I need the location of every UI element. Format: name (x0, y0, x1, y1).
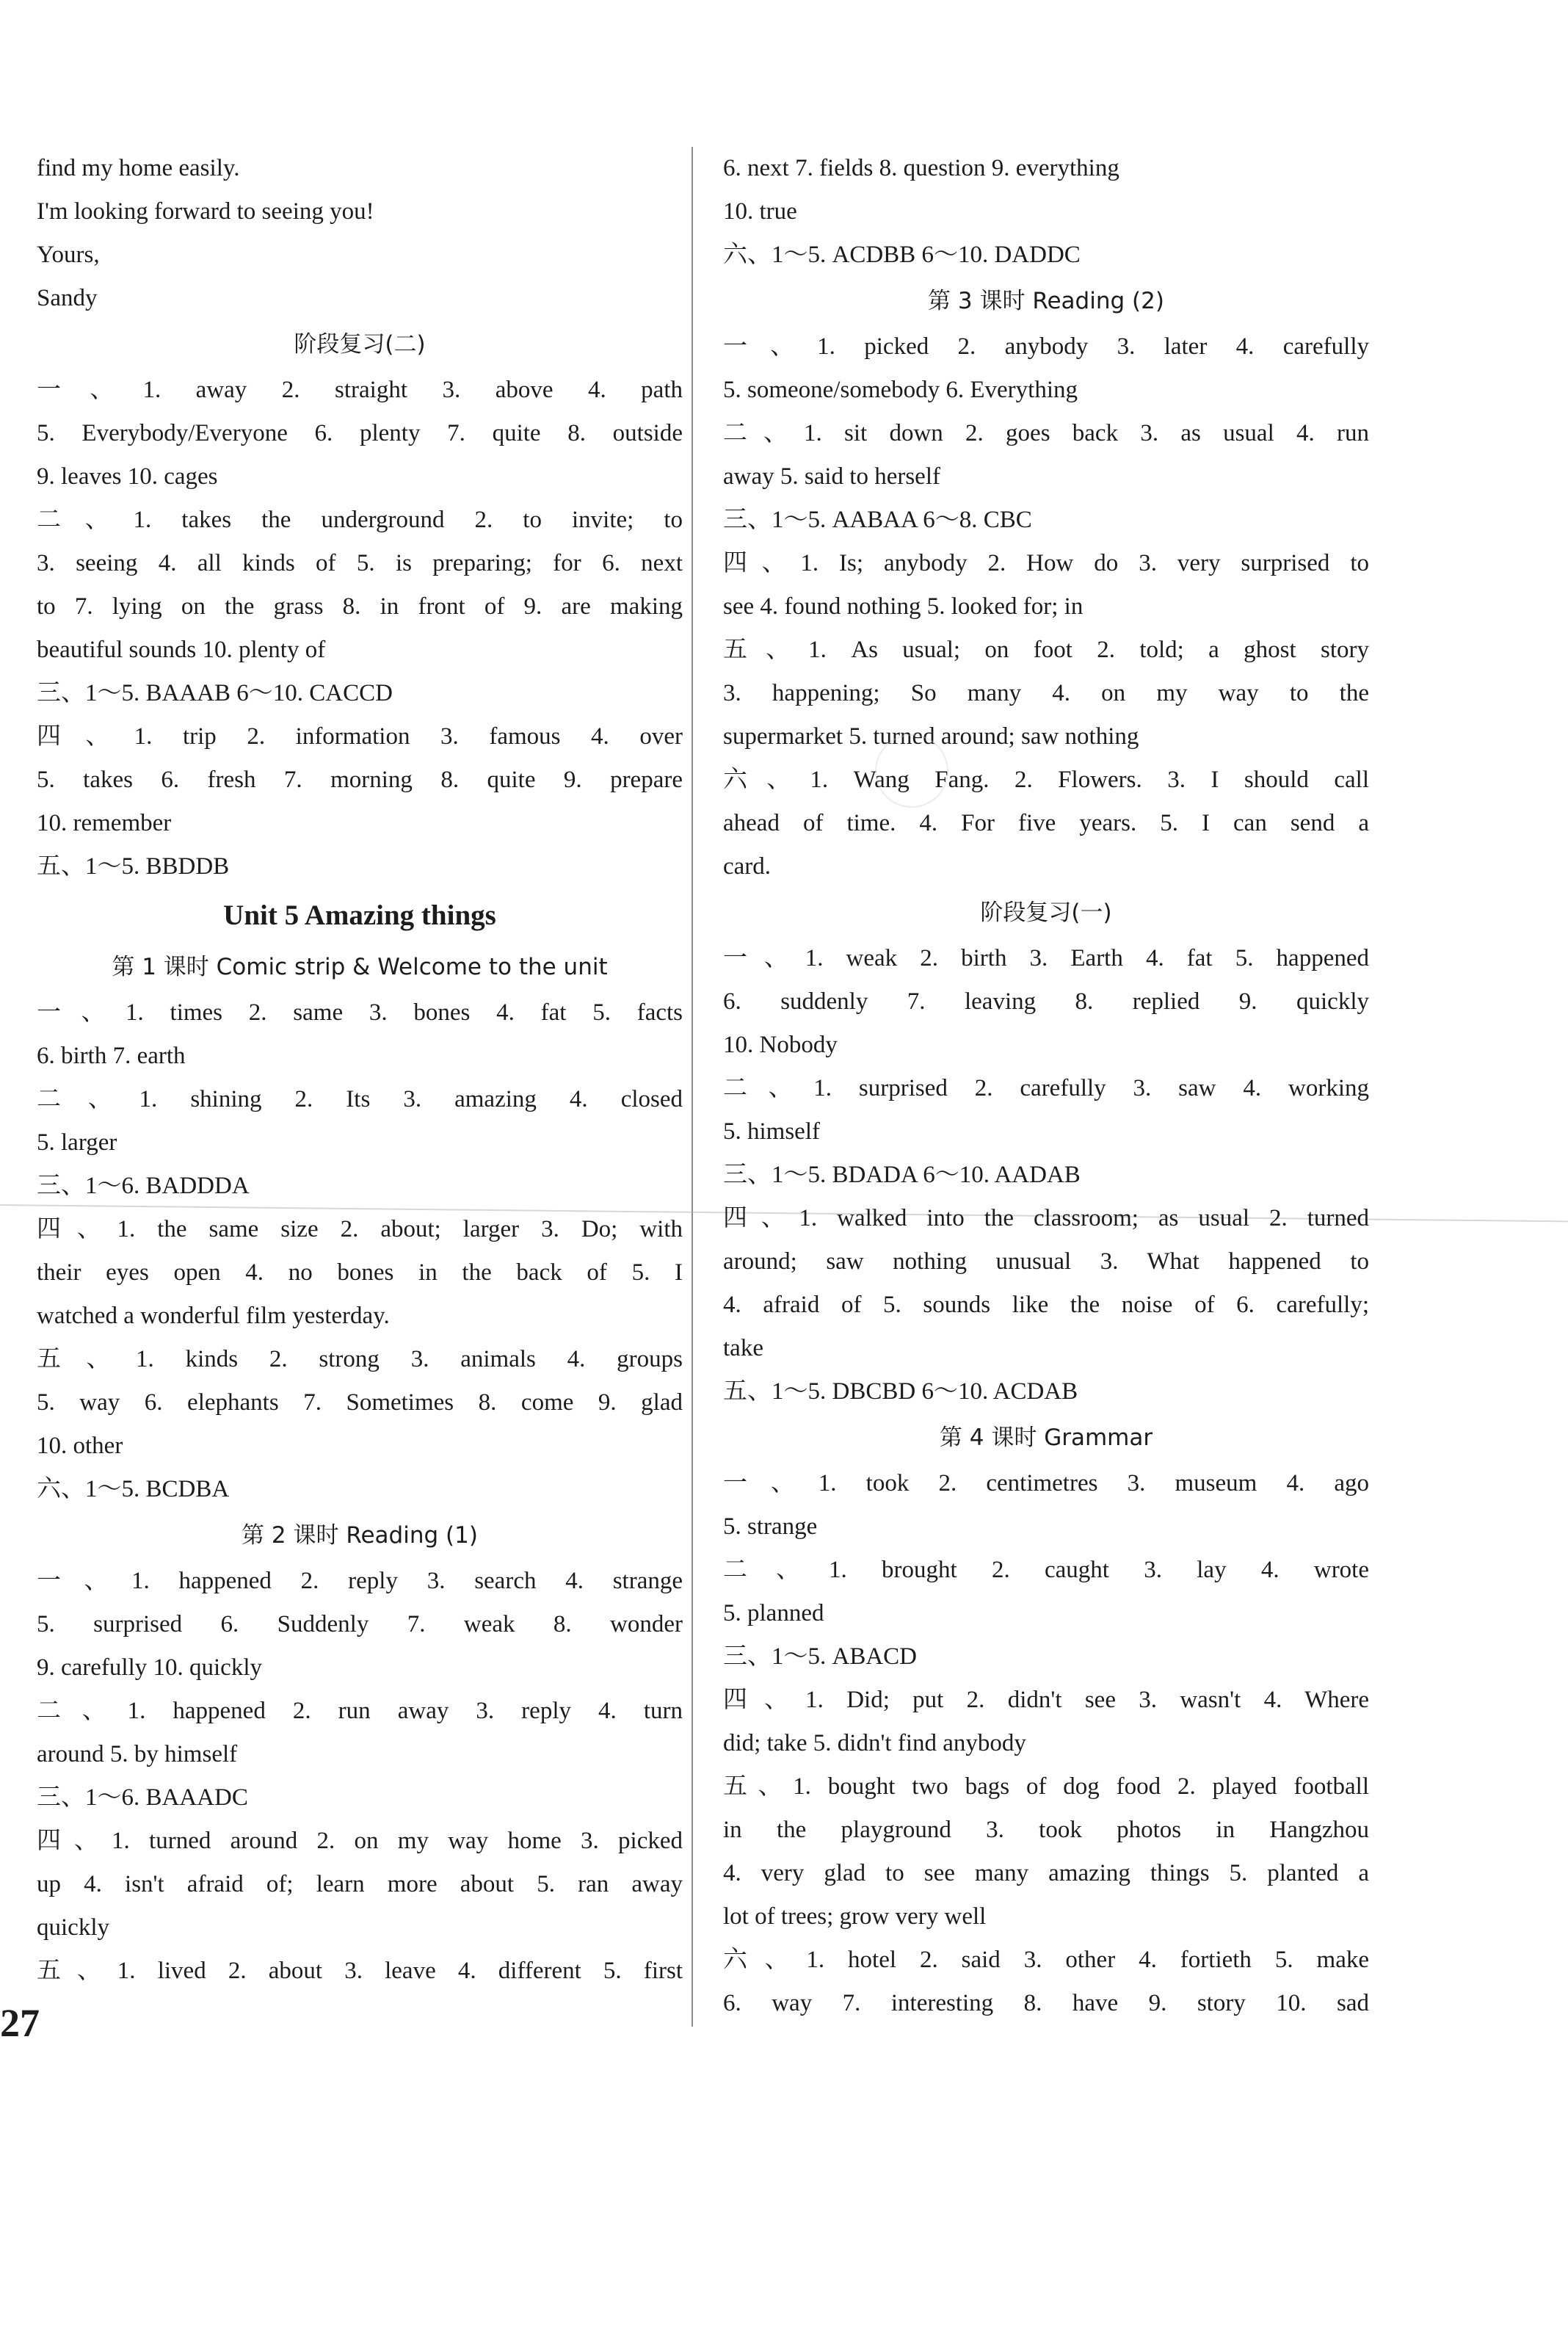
answer-line: 五、1～5. DBCBD 6～10. ACDAB (723, 1378, 1078, 1405)
answer-line: 5. Everybody/Everyone 6. plenty 7. quite 8. outside (37, 420, 683, 446)
answer-line: 一、1. happened 2. reply 3. search 4. strange (37, 1568, 683, 1594)
answer-line: to 7. lying on the grass 8. in front of 9. are making (37, 593, 683, 620)
answer-line: watched a wonderful film yesterday. (37, 1303, 390, 1329)
answer-line: Sandy (37, 285, 98, 311)
answer-line: 二、1. brought 2. caught 3. lay 4. wrote (723, 1557, 1369, 1583)
answer-line: 10. other (37, 1433, 123, 1459)
answer-line: 六、1～5. BCDBA (37, 1476, 230, 1502)
answer-line: I'm looking forward to seeing you! (37, 198, 374, 225)
answer-line: 6. next 7. fields 8. question 9. everything (723, 155, 1119, 181)
right-column (723, 147, 1369, 2025)
answer-line: 6. way 7. interesting 8. have 9. story 10. sad (723, 1990, 1369, 2016)
answer-line: 一、1. times 2. same 3. bones 4. fat 5. facts (37, 999, 683, 1026)
answer-line: ahead of time. 4. For five years. 5. I can send a (723, 810, 1369, 836)
answer-line: up 4. isn't afraid of; learn more about 5. ran away (37, 1871, 683, 1897)
answer-line: around; saw nothing unusual 3. What happened to (723, 1248, 1369, 1275)
section-heading: 阶段复习(二) (294, 331, 426, 358)
answer-line: 5. someone/somebody 6. Everything (723, 377, 1078, 403)
answer-line: 二、1. sit down 2. goes back 3. as usual 4. run (723, 420, 1369, 446)
answer-line: 二、1. takes the underground 2. to invite; to (37, 507, 683, 533)
column-divider (692, 147, 693, 2027)
answer-line: 四、1. turned around 2. on my way home 3. picked (37, 1828, 683, 1854)
answer-line: 五、1. bought two bags of dog food 2. played football (723, 1773, 1369, 1800)
unit-title: Unit 5 Amazing things (223, 900, 496, 931)
answer-line: their eyes open 4. no bones in the back of 5. I (37, 1259, 683, 1286)
section-heading: 阶段复习(一) (980, 900, 1112, 926)
answer-line: 三、1～5. AABAA 6～8. CBC (723, 507, 1032, 533)
answer-line: find my home easily. (37, 155, 240, 181)
page-number: 27 (0, 2001, 40, 2045)
answer-line: 10. remember (37, 810, 172, 836)
answer-line: lot of trees; grow very well (723, 1903, 987, 1930)
answer-line: did; take 5. didn't find anybody (723, 1730, 1026, 1756)
answer-line: 6. birth 7. earth (37, 1043, 186, 1069)
answer-line: 四、1. walked into the classroom; as usual 2. turned (723, 1205, 1369, 1231)
answer-line: 五、1. lived 2. about 3. leave 4. different 5. first (37, 1958, 683, 1984)
answer-line: see 4. found nothing 5. looked for; in (723, 593, 1084, 620)
answer-line: 5. larger (37, 1129, 117, 1156)
answer-line: 4. afraid of 5. sounds like the noise of 6. carefully; (723, 1292, 1369, 1318)
answer-line: 5. way 6. elephants 7. Sometimes 8. come 9. glad (37, 1389, 683, 1416)
watermark-stamp (875, 734, 948, 808)
answer-line: take (723, 1335, 763, 1361)
answer-line: 一、1. picked 2. anybody 3. later 4. carefully (723, 333, 1369, 360)
section-heading: 第 3 课时 Reading (2) (928, 288, 1164, 314)
answer-line: supermarket 5. turned around; saw nothing (723, 723, 1139, 750)
answer-line: quickly (37, 1914, 109, 1941)
answer-line: 二、1. shining 2. Its 3. amazing 4. closed (37, 1086, 683, 1112)
answer-line: 二、1. happened 2. run away 3. reply 4. turn (37, 1698, 683, 1724)
answer-line: 三、1～5. BAAAB 6～10. CACCD (37, 680, 393, 706)
left-column (37, 147, 683, 1993)
answer-line: 9. leaves 10. cages (37, 463, 218, 490)
answer-line: 10. true (723, 198, 797, 225)
answer-line: 四、1. Is; anybody 2. How do 3. very surprised to (723, 550, 1369, 576)
answer-line: Yours, (37, 242, 100, 268)
answer-line: 10. Nobody (723, 1032, 838, 1058)
answer-line: card. (723, 853, 772, 880)
answer-line: in the playground 3. took photos in Hangzhou (723, 1817, 1369, 1843)
section-heading: 第 4 课时 Grammar (939, 1425, 1153, 1451)
answer-line: 三、1～6. BADDDA (37, 1173, 250, 1199)
answer-line: 三、1～5. ABACD (723, 1643, 918, 1670)
section-heading: 第 1 课时 Comic strip & Welcome to the unit (112, 954, 608, 980)
answer-line: 5. takes 6. fresh 7. morning 8. quite 9. prepare (37, 767, 683, 793)
answer-line: 5. strange (723, 1513, 818, 1540)
answer-line: 四、1. Did; put 2. didn't see 3. wasn't 4. Where (723, 1687, 1369, 1713)
answer-line: 二、1. surprised 2. carefully 3. saw 4. working (723, 1075, 1369, 1101)
answer-line: around 5. by himself (37, 1741, 238, 1767)
answer-line: 3. seeing 4. all kinds of 5. is preparing; for 6. next (37, 550, 683, 576)
answer-line: 四、1. the same size 2. about; larger 3. Do; with (37, 1216, 683, 1242)
answer-line: 3. happening; So many 4. on my way to the (723, 680, 1369, 706)
answer-line: 一、1. weak 2. birth 3. Earth 4. fat 5. happened (723, 945, 1369, 971)
answer-line: 6. suddenly 7. leaving 8. replied 9. quickly (723, 988, 1369, 1015)
answer-line: 9. carefully 10. quickly (37, 1654, 262, 1681)
answer-line: 5. himself (723, 1118, 820, 1145)
answer-line: 六、1. hotel 2. said 3. other 4. fortieth 5. make (723, 1947, 1369, 1973)
answer-line: 4. very glad to see many amazing things 5. planted a (723, 1860, 1369, 1886)
answer-line: beautiful sounds 10. plenty of (37, 637, 326, 663)
answer-line: 五、1. kinds 2. strong 3. animals 4. groups (37, 1346, 683, 1372)
section-heading: 第 2 课时 Reading (1) (242, 1522, 478, 1549)
answer-line: 五、1～5. BBDDB (37, 853, 230, 880)
answer-line: away 5. said to herself (723, 463, 940, 490)
answer-line: 一、1. away 2. straight 3. above 4. path (37, 377, 683, 403)
answer-line: 5. surprised 6. Suddenly 7. weak 8. wonder (37, 1611, 683, 1637)
answer-line: 六、1～5. ACDBB 6～10. DADDC (723, 242, 1081, 268)
answer-line: 三、1～5. BDADA 6～10. AADAB (723, 1162, 1081, 1188)
answer-line: 三、1～6. BAAADC (37, 1784, 248, 1811)
answer-line: 四、1. trip 2. information 3. famous 4. over (37, 723, 683, 750)
answer-line: 五、1. As usual; on foot 2. told; a ghost story (723, 637, 1369, 663)
answer-line: 一、1. took 2. centimetres 3. museum 4. ago (723, 1470, 1369, 1496)
answer-line: 5. planned (723, 1600, 824, 1626)
answer-line: 六、1. Wang Fang. 2. Flowers. 3. I should call (723, 767, 1369, 793)
